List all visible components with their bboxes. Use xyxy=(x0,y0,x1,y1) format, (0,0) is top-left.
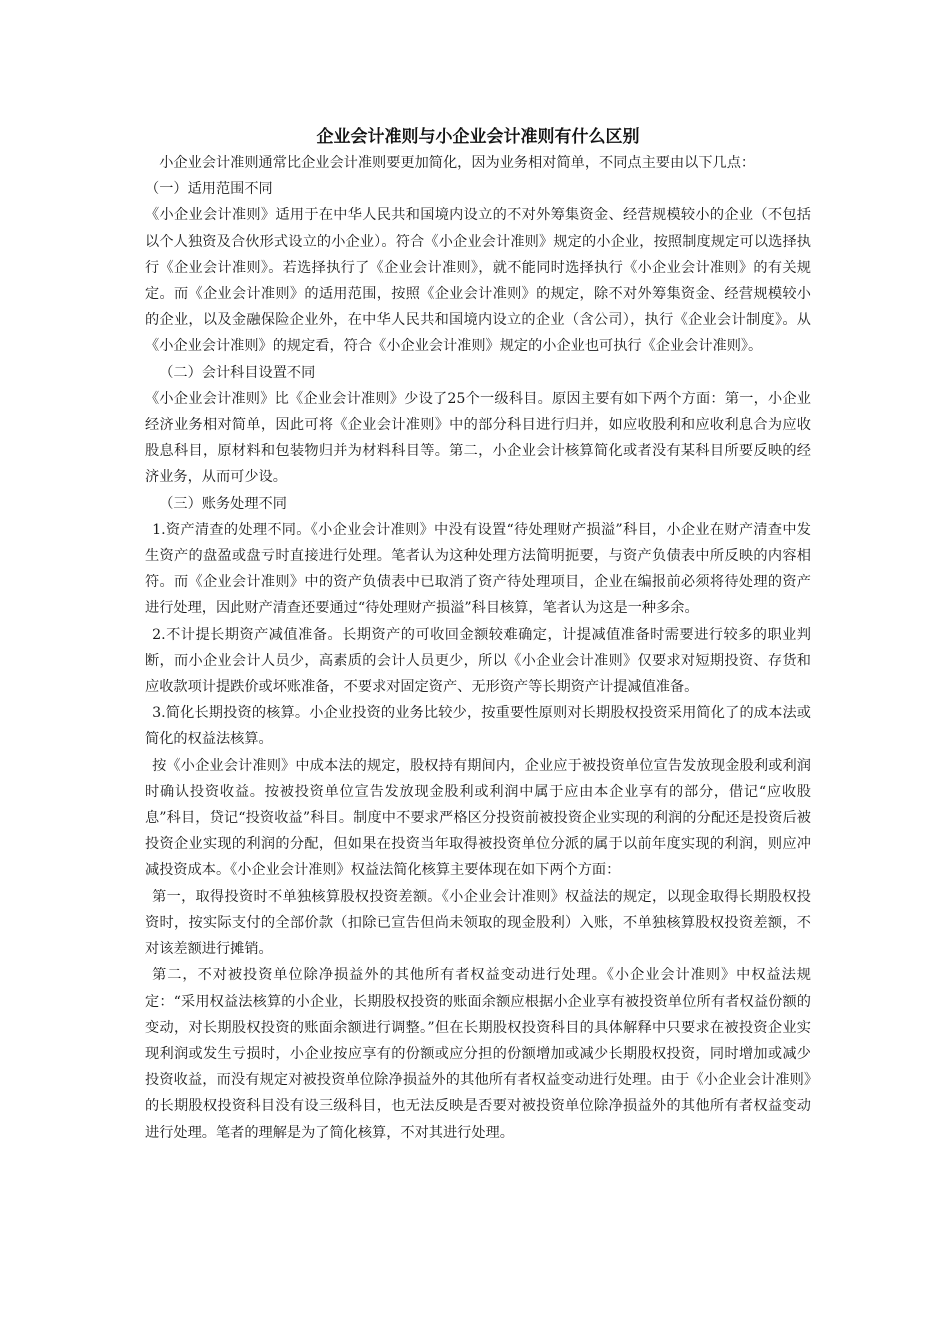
cost-method-paragraph: 按《小企业会计准则》中成本法的规定，股权持有期间内，企业应于被投资单位宣告发放现金股利或利润时确认投资收益。按被投资单位宣告发放现金股利或利润中属于应由本企业享有的部分，借记“应收股息”科目，贷记“投资收益”科目。制度中不要求严格区分投资前被投资企业实现的利润的分配还是投资后被投资企业实现的利润的分配，但如果在投资当年取得被投资单位分派的属于以前年度实现的利润，则应冲减投资成本。《小企业会计准则》权益法简化核算主要体现在如下两个方面： xyxy=(145,757,811,879)
document-title: 企业会计准则与小企业会计准则有什么区别 xyxy=(316,127,640,147)
scope-paragraph: 《小企业会计准则》适用于在中华人民共和国境内设立的不对外筹集资金、经营规模较小的企业（不包括以个人独资及合伙形式设立的小企业）。符合《小企业会计准则》规定的小企业，按照制度规定可以选择执行《企业会计准则》。若选择执行了《企业会计准则》，就不能同时选择执行《小企业会计准则》的有关规定。而《企业会计准则》的适用范围，按照《企业会计准则》的规定，除不对外筹集资金、经营规模较小的企业，以及金融保险企业外，在中华人民共和国境内设立的企业（含公司），执行《企业会计制度》。从《小企业会计准则》的规定看，符合《小企业会计准则》规定的小企业也可执行《企业会计准则》。 xyxy=(145,207,811,355)
treatment-item-2: 2.不计提长期资产减值准备。长期资产的可收回金额较难确定，计提减值准备时需要进行较多的职业判断，而小企业会计人员少，高素质的会计人员更少，所以《小企业会计准则》仅要求对短期投资、存货和应收款项计提跌价或坏账准备，不要求对固定资产、无形资产等长期资产计提减值准备。 xyxy=(145,626,811,696)
section-heading-scope: （一）适用范围不同 xyxy=(145,181,273,198)
treatment-item-1: 1.资产清查的处理不同。《小企业会计准则》中没有设置“待处理财产损溢”科目，小企业在财产清查中发生资产的盘盈或盘亏时直接进行处理。笔者认为这种处理方法简明扼要，与资产负债表中所反映的内容相符。而《企业会计准则》中的资产负债表中已取消了资产待处理项目，企业在编报前必须将待处理的资产进行处理，因此财产清查还要通过“待处理财产损溢”科目核算，笔者认为这是一种多余。 xyxy=(145,521,811,617)
equity-method-second-paragraph: 第二，不对被投资单位除净损益外的其他所有者权益变动进行处理。《小企业会计准则》中权益法规定：“采用权益法核算的小企业，长期股权投资的账面余额应根据小企业享有被投资单位所有者权益份额的变动，对长期股权投资的账面余额进行调整。”但在长期股权投资科目的具体解释中只要求在被投资企业实现利润或发生亏损时，小企业按应享有的份额或应分担的份额增加或减少长期股权投资，同时增加或减少投资收益，而没有规定对被投资单位除净损益外的其他所有者权益变动进行处理。由于《小企业会计准则》的长期股权投资科目没有设三级科目，也无法反映是否要对被投资单位除净损益外的其他所有者权益变动进行处理。笔者的理解是为了简化核算，不对其进行处理。 xyxy=(145,967,811,1141)
document-body xyxy=(145,124,811,1146)
treatment-item-3: 3.简化长期投资的核算。小企业投资的业务比较少，按重要性原则对长期股权投资采用简化了的成本法或简化的权益法核算。 xyxy=(145,705,811,748)
section-heading-accounts: （二）会计科目设置不同 xyxy=(159,364,316,381)
accounts-paragraph: 《小企业会计准则》比《企业会计准则》少设了25个一级科目。原因主要有如下两个方面：第一，小企业经济业务相对简单，因此可将《企业会计准则》中的部分科目进行归并，如应收股利和应收利息合为应收股息科目，原材料和包装物归并为材料科目等。第二，小企业会计核算简化或者没有某科目所要反映的经济业务，从而可少设。 xyxy=(145,390,811,486)
equity-method-first-paragraph: 第一，取得投资时不单独核算股权投资差额。《小企业会计准则》权益法的规定，以现金取得长期股权投资时，按实际支付的全部价款（扣除已宣告但尚未领取的现金股利）入账，不单独核算股权投资差额，不对该差额进行摊销。 xyxy=(145,888,811,958)
intro-paragraph: 小企业会计准则通常比企业会计准则要更加简化，因为业务相对简单，不同点主要由以下几点： xyxy=(159,155,756,171)
section-heading-treatment: （三）账务处理不同 xyxy=(159,495,287,512)
